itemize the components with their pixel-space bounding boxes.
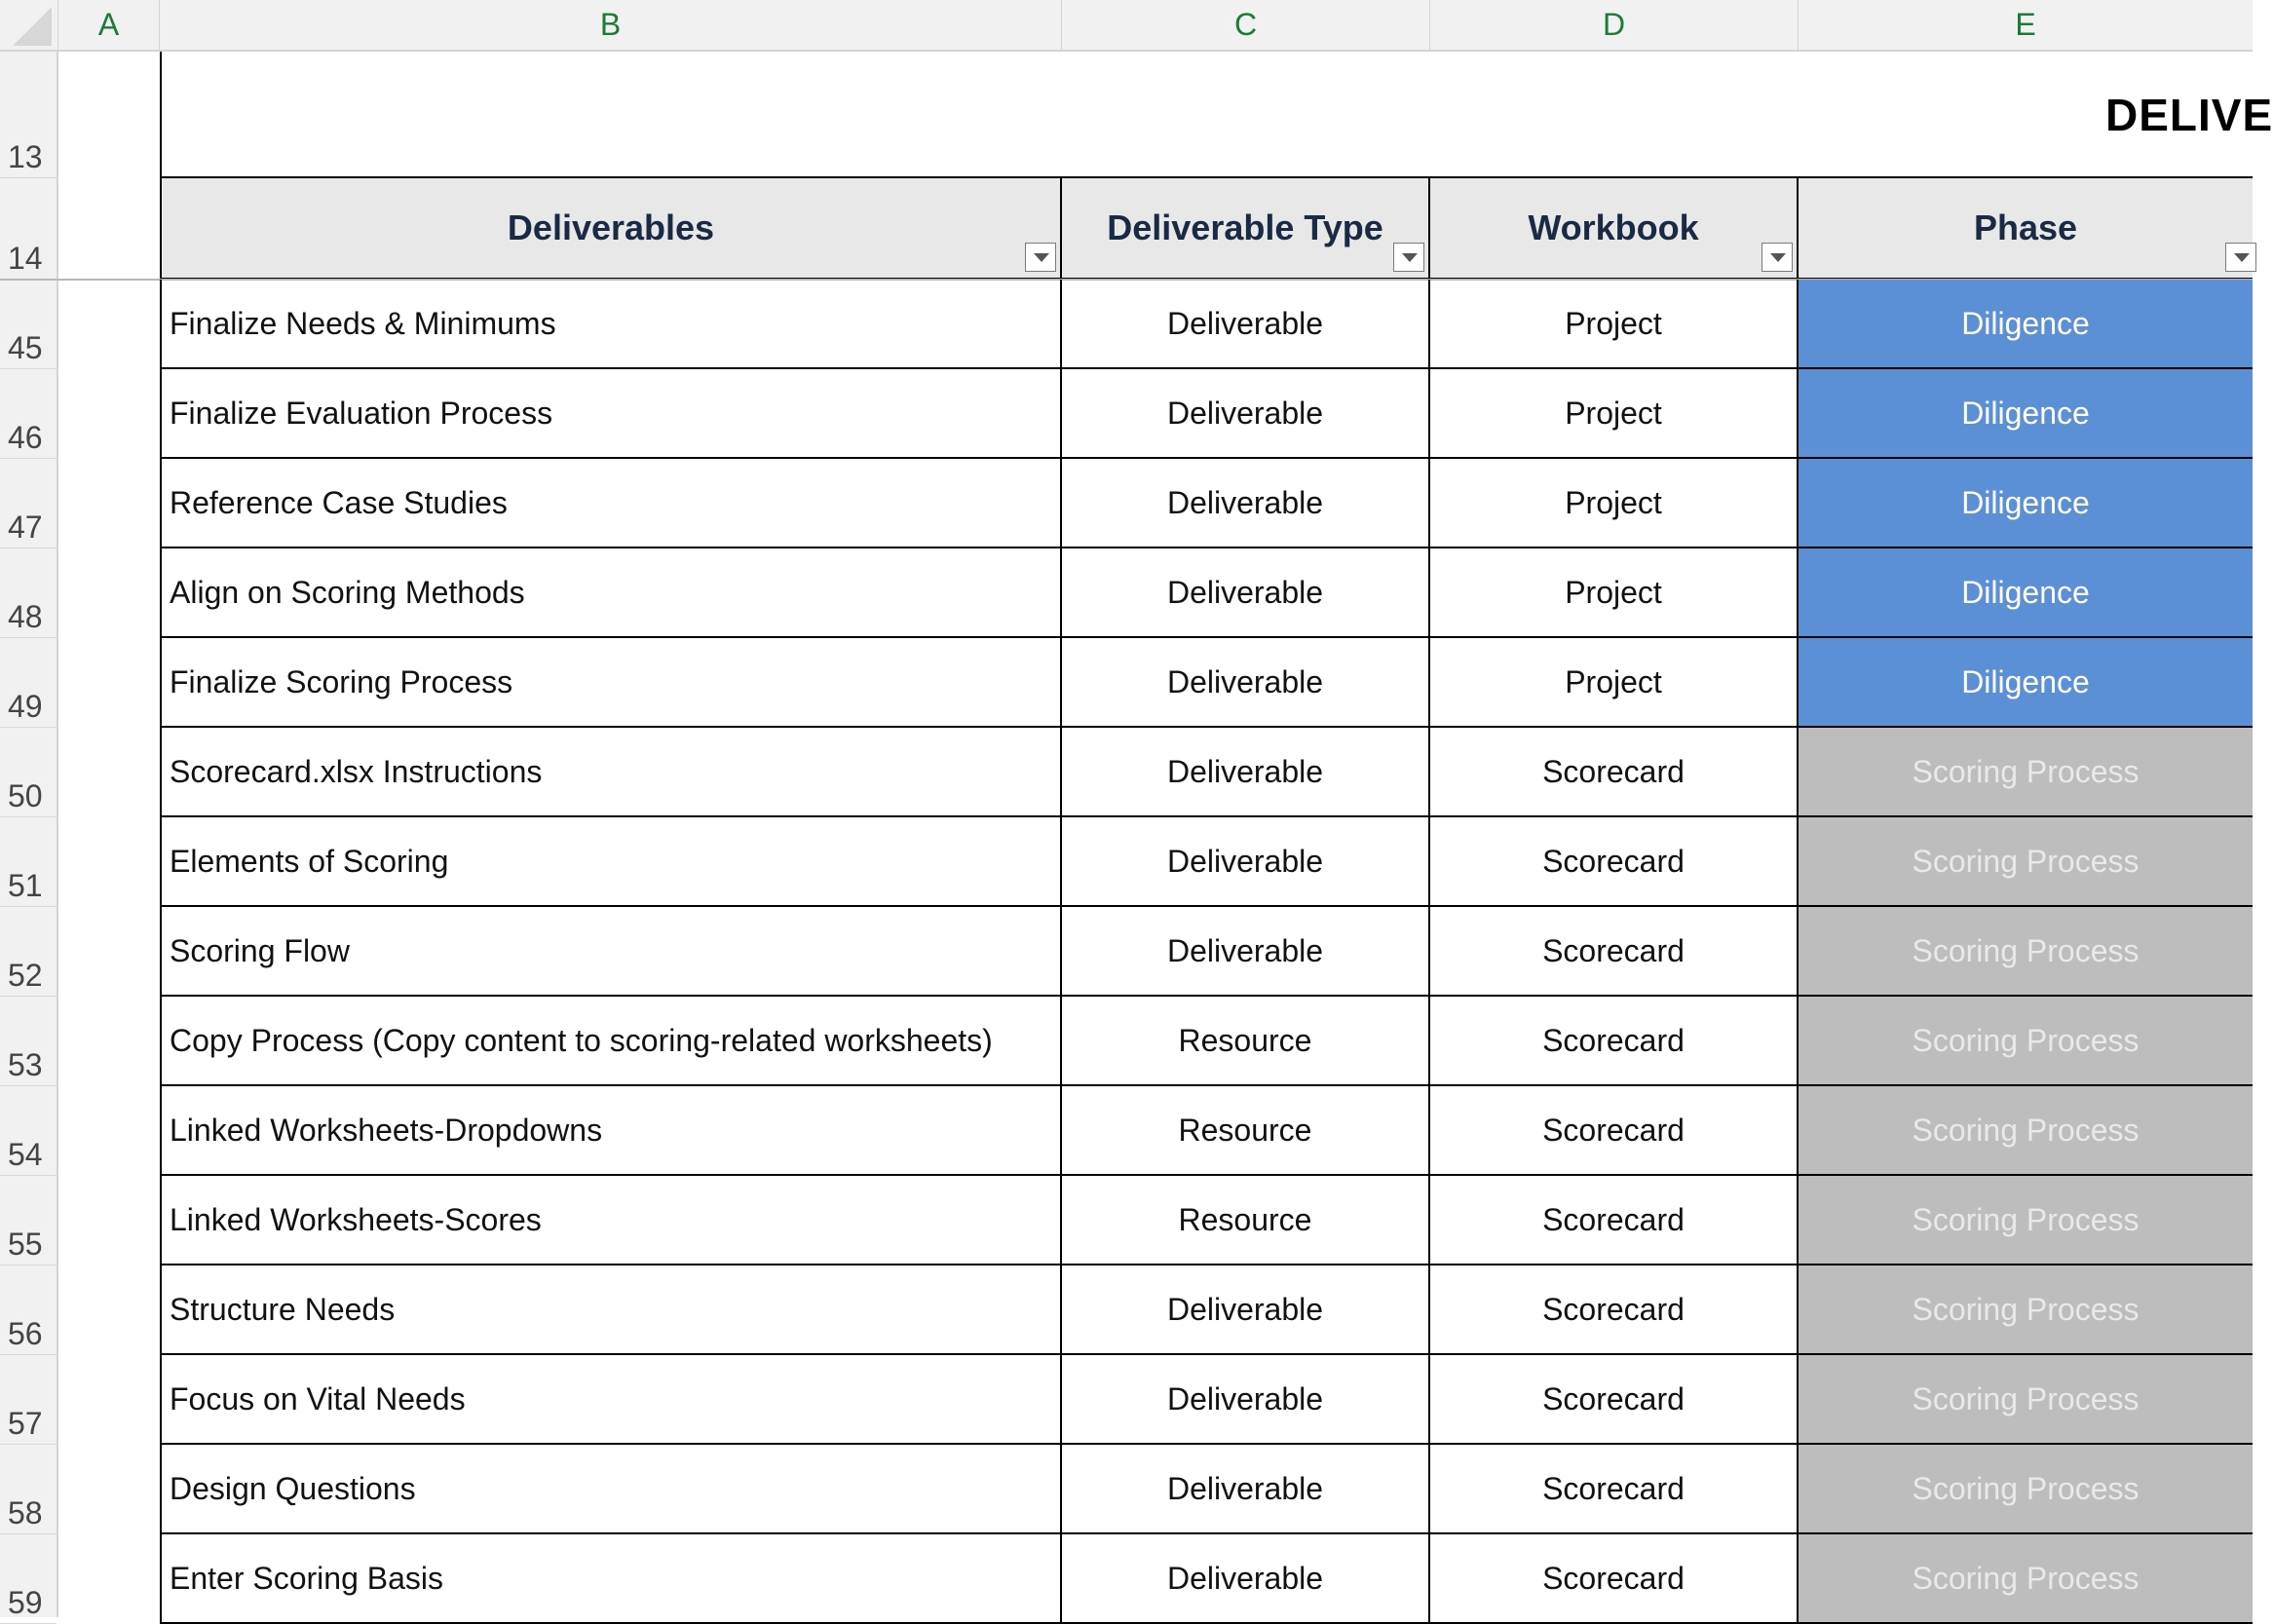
row-number-label: 51 [8, 868, 43, 903]
workbook-cell[interactable]: Scorecard [1430, 1086, 1799, 1176]
deliverable-cell[interactable]: Scorecard.xlsx Instructions [160, 728, 1062, 817]
row-header[interactable] [0, 1534, 57, 1624]
row-header[interactable] [0, 638, 57, 728]
row-number-label: 45 [8, 330, 43, 365]
deliverable-cell[interactable]: Scoring Flow [160, 907, 1062, 997]
workbook-cell[interactable]: Project [1430, 548, 1799, 638]
row-number-label: 54 [8, 1137, 43, 1172]
table-row [160, 638, 2253, 728]
deliverable-cell[interactable]: Copy Process (Copy content to scoring-related worksheets) [160, 997, 1062, 1086]
row-number-label: 52 [8, 958, 43, 993]
row-header[interactable] [0, 1355, 57, 1445]
filter-dropdown-icon[interactable] [1762, 243, 1793, 272]
header-deliverables[interactable] [160, 178, 1062, 280]
deliverable-cell[interactable]: Finalize Evaluation Process [160, 369, 1062, 459]
row-header[interactable] [0, 548, 57, 638]
workbook-cell[interactable]: Scorecard [1430, 1355, 1799, 1445]
phase-cell[interactable]: Scoring Process [1799, 1176, 2253, 1265]
phase-cell[interactable]: Scoring Process [1799, 1355, 2253, 1445]
deliverable-cell[interactable]: Reference Case Studies [160, 459, 1062, 548]
phase-cell[interactable]: Diligence [1799, 369, 2253, 459]
row-number-label: 55 [8, 1227, 43, 1262]
row-number-label: 53 [8, 1047, 43, 1082]
column-header-a[interactable]: A [58, 0, 160, 52]
deliverable-type-cell[interactable]: Deliverable [1062, 638, 1430, 728]
workbook-cell[interactable]: Scorecard [1430, 997, 1799, 1086]
column-header-e[interactable]: E [2015, 7, 2036, 42]
deliverable-type-cell[interactable]: Deliverable [1062, 728, 1430, 817]
row-number-label: 48 [8, 599, 43, 634]
table-row [160, 1534, 2253, 1624]
row-header[interactable] [0, 369, 57, 459]
workbook-cell[interactable]: Scorecard [1430, 907, 1799, 997]
deliverable-cell[interactable]: Finalize Scoring Process [160, 638, 1062, 728]
header-workbook-label: Workbook [1528, 208, 1699, 247]
header-deliverable-type-label: Deliverable Type [1107, 208, 1383, 247]
deliverable-type-cell[interactable]: Deliverable [1062, 1265, 1430, 1355]
title-row [160, 52, 2273, 178]
phase-cell[interactable]: Scoring Process [1799, 1086, 2253, 1176]
phase-cell[interactable]: Scoring Process [1799, 997, 2253, 1086]
phase-cell[interactable]: Scoring Process [1799, 817, 2253, 907]
select-all-corner[interactable] [0, 0, 58, 52]
row-header[interactable] [0, 1445, 57, 1534]
workbook-cell[interactable]: Project [1430, 369, 1799, 459]
deliverable-type-cell[interactable]: Resource [1062, 1176, 1430, 1265]
deliverable-type-cell[interactable]: Deliverable [1062, 817, 1430, 907]
row-header[interactable] [0, 997, 57, 1086]
workbook-cell[interactable]: Project [1430, 459, 1799, 548]
phase-cell[interactable]: Diligence [1799, 459, 2253, 548]
table-row [160, 907, 2253, 997]
table-row [160, 548, 2253, 638]
filter-dropdown-icon[interactable] [1393, 243, 1424, 272]
deliverable-type-cell[interactable]: Resource [1062, 997, 1430, 1086]
deliverable-cell[interactable]: Elements of Scoring [160, 817, 1062, 907]
header-phase-label: Phase [1973, 208, 2078, 247]
workbook-cell[interactable]: Scorecard [1430, 1265, 1799, 1355]
header-deliverable-type[interactable] [1062, 178, 1430, 280]
phase-cell[interactable]: Scoring Process [1799, 907, 2253, 997]
column-header-d[interactable]: D [1430, 0, 1799, 52]
workbook-cell[interactable]: Scorecard [1430, 728, 1799, 817]
row-number-label: 47 [8, 510, 43, 545]
row-header[interactable] [0, 1176, 57, 1265]
table-row [160, 1176, 2253, 1265]
deliverable-cell[interactable]: Structure Needs [160, 1265, 1062, 1355]
phase-cell[interactable]: Scoring Process [1799, 1534, 2253, 1624]
table-row [160, 280, 2253, 369]
phase-cell[interactable]: Diligence [1799, 638, 2253, 728]
phase-cell[interactable]: Scoring Process [1799, 1265, 2253, 1355]
row-number-label: 49 [8, 689, 43, 724]
phase-cell[interactable]: Diligence [1799, 548, 2253, 638]
row-number-label: 56 [8, 1316, 43, 1351]
row-header[interactable] [0, 1086, 57, 1176]
header-deliverables-label: Deliverables [507, 208, 715, 247]
row-number-label: 59 [8, 1585, 43, 1620]
row-number-label: 46 [8, 420, 43, 455]
deliverable-cell[interactable]: Focus on Vital Needs [160, 1355, 1062, 1445]
deliverable-type-cell[interactable]: Deliverable [1062, 1445, 1430, 1534]
column-header-c[interactable]: C [1062, 0, 1430, 52]
table-row [160, 459, 2253, 548]
column-header-b[interactable]: B [160, 0, 1062, 52]
row-number-label: 14 [8, 241, 43, 276]
select-all-triangle-icon [13, 7, 52, 46]
row-header[interactable] [0, 52, 57, 178]
deliverable-cell[interactable]: Enter Scoring Basis [160, 1534, 1062, 1624]
table-row [160, 817, 2253, 907]
workbook-cell[interactable]: Scorecard [1430, 1176, 1799, 1265]
deliverable-type-cell[interactable]: Deliverable [1062, 1534, 1430, 1624]
phase-cell[interactable]: Diligence [1799, 280, 2253, 369]
row-header-bar [0, 52, 58, 1620]
deliverable-type-cell[interactable]: Deliverable [1062, 280, 1430, 369]
filter-dropdown-icon[interactable] [2225, 243, 2256, 272]
header-workbook[interactable] [1430, 178, 1799, 280]
workbook-cell[interactable]: Scorecard [1430, 1534, 1799, 1624]
deliverable-type-cell[interactable]: Deliverable [1062, 907, 1430, 997]
deliverable-cell[interactable]: Linked Worksheets-Scores [160, 1176, 1062, 1265]
table-row [160, 997, 2253, 1086]
deliverable-type-cell[interactable]: Deliverable [1062, 459, 1430, 548]
workbook-cell[interactable]: Project [1430, 638, 1799, 728]
table-row [160, 1355, 2253, 1445]
phase-cell[interactable]: Scoring Process [1799, 728, 2253, 817]
row-number-label: 57 [8, 1406, 43, 1441]
workbook-cell[interactable]: Scorecard [1430, 1445, 1799, 1534]
column-header-bar [0, 0, 2253, 52]
row-header[interactable] [0, 907, 57, 997]
deliverable-cell[interactable]: Linked Worksheets-Dropdowns [160, 1086, 1062, 1176]
table-row [160, 1445, 2253, 1534]
phase-cell[interactable]: Scoring Process [1799, 1445, 2253, 1534]
deliverable-cell[interactable]: Align on Scoring Methods [160, 548, 1062, 638]
row-header[interactable] [0, 1265, 57, 1355]
table-row [160, 369, 2253, 459]
deliverable-cell[interactable]: Finalize Needs & Minimums [160, 280, 1062, 369]
row-header[interactable] [0, 459, 57, 548]
deliverable-type-cell[interactable]: Deliverable [1062, 369, 1430, 459]
row-header[interactable] [0, 817, 57, 907]
table-row [160, 1265, 2253, 1355]
deliverable-type-cell[interactable]: Deliverable [1062, 1355, 1430, 1445]
row-number-label: 13 [8, 139, 43, 174]
table-row [160, 1086, 2253, 1176]
workbook-cell[interactable]: Project [1430, 280, 1799, 369]
row-header[interactable] [0, 178, 57, 280]
workbook-cell[interactable]: Scorecard [1430, 817, 1799, 907]
sheet-title[interactable]: DELIVE [2105, 90, 2273, 140]
row-header[interactable] [0, 280, 57, 369]
deliverable-type-cell[interactable]: Deliverable [1062, 548, 1430, 638]
header-phase[interactable] [1799, 178, 2253, 280]
row-number-label: 50 [8, 778, 43, 813]
filter-dropdown-icon[interactable] [1025, 243, 1056, 272]
table-row [160, 728, 2253, 817]
deliverable-type-cell[interactable]: Resource [1062, 1086, 1430, 1176]
deliverable-cell[interactable]: Design Questions [160, 1445, 1062, 1534]
row-number-label: 58 [8, 1495, 43, 1530]
row-header[interactable] [0, 728, 57, 817]
